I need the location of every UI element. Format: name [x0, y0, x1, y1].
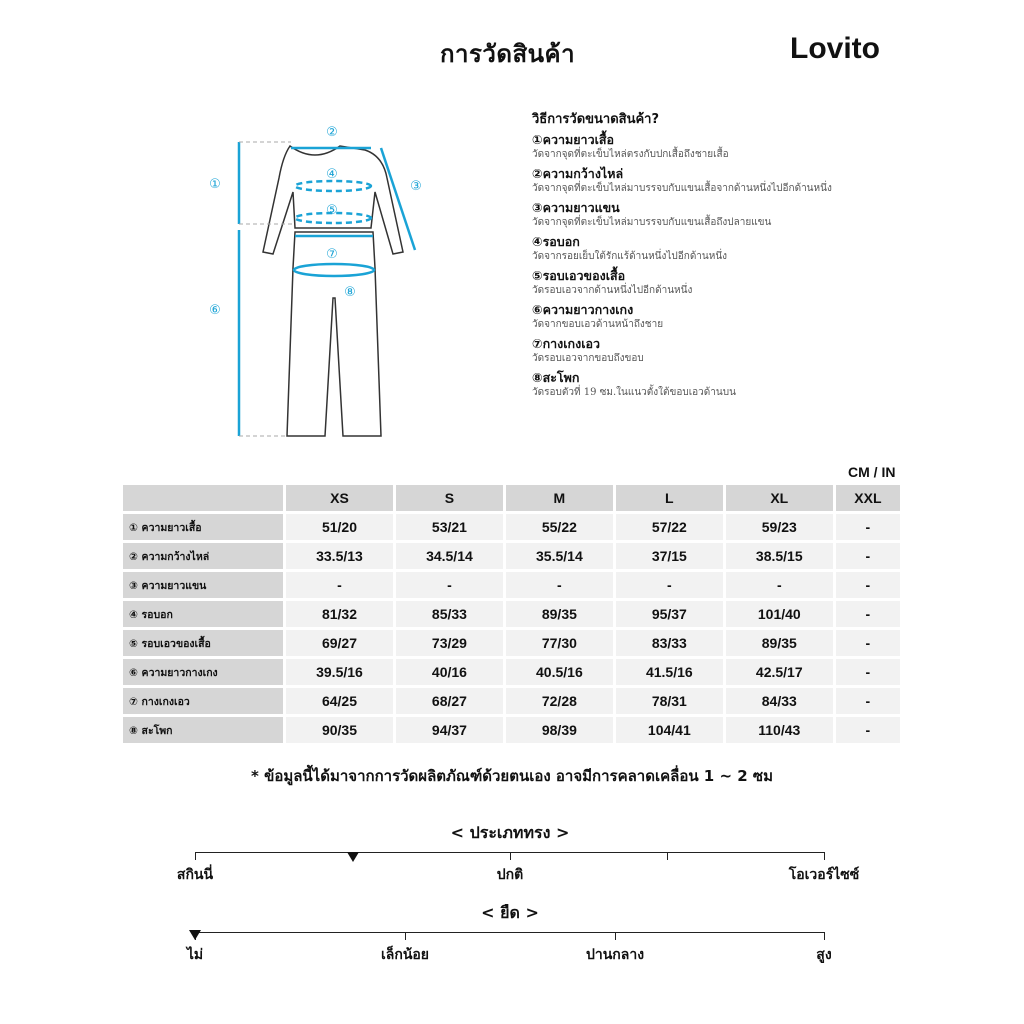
guide-item-name: ⑦กางเกงเอว [532, 336, 601, 351]
table-cell: 33.5/13 [286, 543, 393, 569]
label-1: ① [209, 177, 221, 192]
guide-item-desc: วัดจากจุดที่ตะเข็บไหล่มาบรรจบกับแขนเสื้อถึงปลายแขน [532, 217, 772, 228]
table-row [123, 514, 900, 540]
table-cell: 39.5/16 [286, 659, 393, 685]
fit-scale-tick [195, 852, 196, 860]
garment-diagram-svg [195, 118, 435, 448]
fit-scale-title: < ประเภททรง > [450, 823, 570, 842]
table-cell: 40.5/16 [506, 659, 613, 685]
stretch-scale-line [195, 932, 825, 933]
size-table [120, 482, 903, 746]
guide-item-desc: วัดรอบตัวที่ 19 ซม.ในแนวตั้งใต้ขอบเอวด้านบน [532, 387, 736, 398]
table-cell: 101/40 [726, 601, 833, 627]
row-label: ⑧ สะโพก [123, 717, 283, 743]
guide-item-name: ⑤รอบเอวของเสื้อ [532, 268, 626, 283]
table-cell: 57/22 [616, 514, 723, 540]
table-cell: - [836, 717, 900, 743]
table-cell: - [836, 572, 900, 598]
stretch-scale-tick [615, 932, 616, 940]
table-cell: 64/25 [286, 688, 393, 714]
label-4: ④ [326, 167, 338, 182]
column-header: M [506, 485, 613, 511]
table-cell: 73/29 [396, 630, 503, 656]
fit-label-regular: ปกติ [496, 867, 524, 883]
table-cell: 77/30 [506, 630, 613, 656]
table-cell: 110/43 [726, 717, 833, 743]
row-label: ④ รอบอก [123, 601, 283, 627]
page-title: การวัดสินค้า [440, 40, 576, 68]
table-cell: 51/20 [286, 514, 393, 540]
table-cell: - [836, 659, 900, 685]
garment-diagram [195, 118, 435, 448]
table-cell: - [286, 572, 393, 598]
table-cell: - [616, 572, 723, 598]
table-cell: 95/37 [616, 601, 723, 627]
table-row [123, 572, 900, 598]
table-cell: 90/35 [286, 717, 393, 743]
table-row [123, 688, 900, 714]
guide-item-name: ⑧สะโพก [532, 370, 580, 385]
stretch-scale-title: < ยืด > [481, 903, 539, 922]
label-5: ⑤ [326, 203, 338, 218]
column-header: L [616, 485, 723, 511]
fit-label-oversize: โอเวอร์ไซซ์ [788, 867, 860, 883]
stretch-scale-tick [824, 932, 825, 940]
table-cell: 84/33 [726, 688, 833, 714]
table-cell: 78/31 [616, 688, 723, 714]
table-header-row [123, 485, 900, 511]
guide-item [532, 267, 932, 298]
row-label: ① ความยาวเสื้อ [123, 514, 283, 540]
table-cell: 83/33 [616, 630, 723, 656]
table-cell: 89/35 [726, 630, 833, 656]
label-2: ② [326, 125, 338, 140]
table-cell: - [836, 688, 900, 714]
guide-item-desc: วัดจากจุดที่ตะเข็บไหล่มาบรรจบกับแขนเสื้อจากด้านหนึ่งไปอีกด้านหนึ่ง [532, 183, 832, 194]
stretch-scale-tick [405, 932, 406, 940]
guide-item-name: ⑥ความยาวกางเกง [532, 302, 634, 317]
column-header: XS [286, 485, 393, 511]
column-header: XXL [836, 485, 900, 511]
column-header: S [396, 485, 503, 511]
label-6: ⑥ [209, 303, 221, 318]
measurement-guide [532, 108, 932, 403]
guide-item [532, 165, 932, 196]
table-cell: 38.5/15 [726, 543, 833, 569]
unit-label: CM / IN [848, 464, 896, 480]
fit-scale-tick [824, 852, 825, 860]
stretch-label-none: ไม่ [186, 947, 204, 963]
table-cell: 34.5/14 [396, 543, 503, 569]
guide-item-desc: วัดรอบเอวจากขอบถึงขอบ [532, 353, 644, 364]
guide-item-name: ④รอบอก [532, 234, 580, 249]
table-row [123, 659, 900, 685]
guide-item-desc: วัดจากขอบเอวด้านหน้าถึงชาย [532, 319, 664, 330]
table-cell: - [396, 572, 503, 598]
label-8: ⑧ [344, 285, 356, 300]
table-row [123, 717, 900, 743]
table-cell: - [726, 572, 833, 598]
label-3: ③ [410, 179, 422, 194]
guide-heading: วิธีการวัดขนาดสินค้า? [532, 112, 660, 127]
table-cell: 72/28 [506, 688, 613, 714]
table-cell: - [836, 543, 900, 569]
fit-label-skinny: สกินนี่ [176, 867, 214, 883]
table-cell: 59/23 [726, 514, 833, 540]
guide-item [532, 199, 932, 230]
row-label: ② ความกว้างไหล่ [123, 543, 283, 569]
table-corner-cell [123, 485, 283, 511]
measurement-note: * ข้อมูลนี้ได้มาจากการวัดผลิตภัณฑ์ด้วยตนเอง อาจมีการคลาดเคลื่อน 1 ~ 2 ซม [251, 767, 773, 785]
table-cell: 69/27 [286, 630, 393, 656]
table-cell: 81/32 [286, 601, 393, 627]
table-cell: 55/22 [506, 514, 613, 540]
table-cell: 68/27 [396, 688, 503, 714]
table-cell: 94/37 [396, 717, 503, 743]
stretch-label-medium: ปานกลาง [585, 947, 645, 963]
stretch-label-high: สูง [816, 947, 832, 963]
row-label: ⑦ กางเกงเอว [123, 688, 283, 714]
guide-item [532, 335, 932, 366]
table-row [123, 630, 900, 656]
table-cell: - [506, 572, 613, 598]
guide-item [532, 131, 932, 162]
table-cell: 85/33 [396, 601, 503, 627]
guide-item [532, 233, 932, 264]
stretch-scale-marker [189, 930, 201, 940]
guide-item [532, 301, 932, 332]
table-cell: - [836, 514, 900, 540]
table-cell: 104/41 [616, 717, 723, 743]
table-row [123, 543, 900, 569]
row-label: ③ ความยาวแขน [123, 572, 283, 598]
brand-logo: Lovito [790, 32, 880, 65]
table-cell: 42.5/17 [726, 659, 833, 685]
table-cell: 53/21 [396, 514, 503, 540]
column-header: XL [726, 485, 833, 511]
guide-item-desc: วัดรอบเอวจากด้านหนึ่งไปอีกด้านหนึ่ง [532, 285, 693, 296]
table-cell: 89/35 [506, 601, 613, 627]
guide-item-name: ③ความยาวแขน [532, 200, 620, 215]
table-cell: 37/15 [616, 543, 723, 569]
table-row [123, 601, 900, 627]
table-cell: 35.5/14 [506, 543, 613, 569]
fit-scale-tick [510, 852, 511, 860]
pants-outline [287, 232, 381, 436]
fit-scale-tick [667, 852, 668, 860]
guide-item-name: ①ความยาวเสื้อ [532, 132, 614, 147]
table-cell: - [836, 630, 900, 656]
table-cell: 40/16 [396, 659, 503, 685]
label-7: ⑦ [326, 247, 338, 262]
table-cell: - [836, 601, 900, 627]
guide-item-desc: วัดจากรอยเย็บใต้รักแร้ด้านหนึ่งไปอีกด้านหนึ่ง [532, 251, 728, 262]
fit-scale-marker [347, 852, 359, 862]
guide-item [532, 369, 932, 400]
guide-item-name: ②ความกว้างไหล่ [532, 166, 624, 181]
stretch-label-slight: เล็กน้อย [380, 947, 430, 963]
row-label: ⑥ ความยาวกางเกง [123, 659, 283, 685]
table-cell: 41.5/16 [616, 659, 723, 685]
table-cell: 98/39 [506, 717, 613, 743]
guide-item-desc: วัดจากจุดที่ตะเข็บไหล่ตรงกับปกเสื้อถึงชายเสื้อ [532, 149, 729, 160]
row-label: ⑤ รอบเอวของเสื้อ [123, 630, 283, 656]
